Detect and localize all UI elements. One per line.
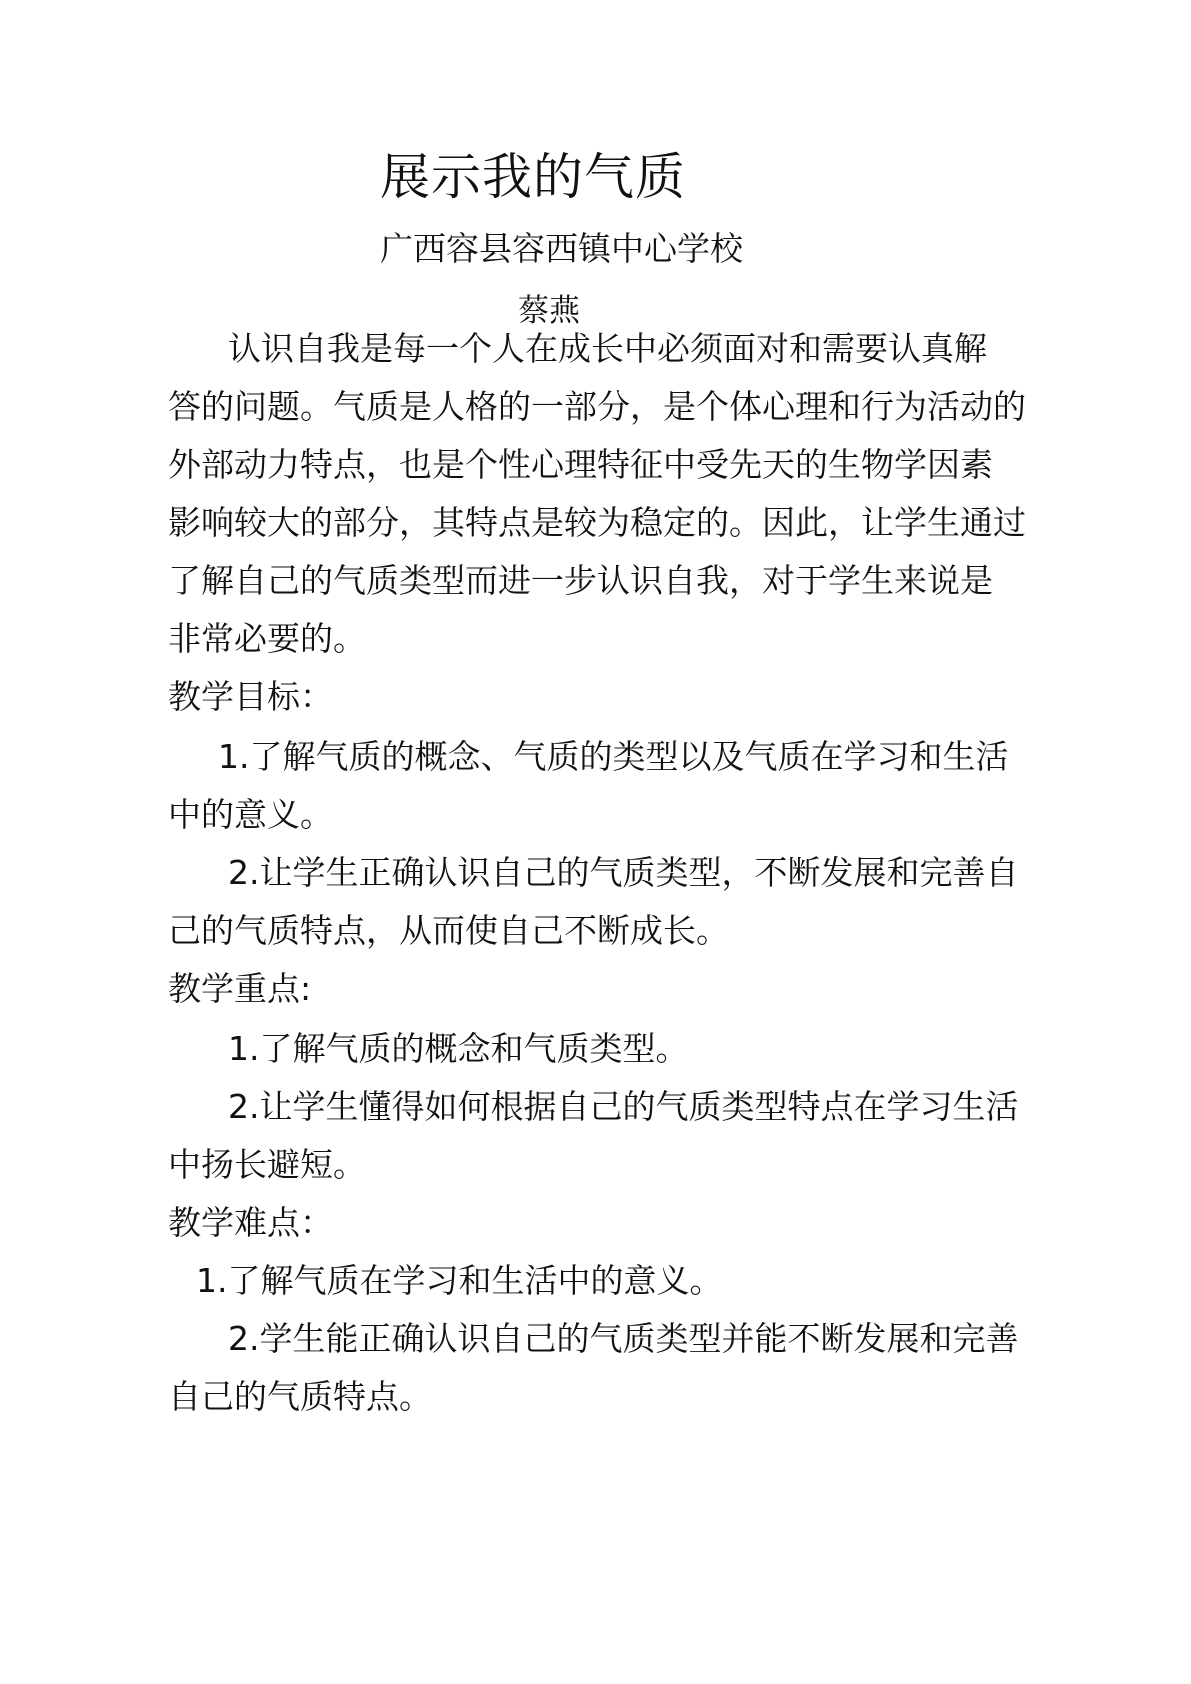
- intro-line: 影响较大的部分，其特点是较为稳定的。因此，让学生通过: [168, 503, 1026, 542]
- key-points-heading: 教学重点:: [168, 969, 312, 1008]
- intro-line: 了解自己的气质类型而进一步认识自我，对于学生来说是: [168, 561, 993, 600]
- goal-item-2: 2.让学生正确认识自己的气质类型，不断发展和完善自: [228, 853, 1019, 892]
- intro-line: 非常必要的。: [168, 619, 366, 658]
- difficulty-item-1: 1.了解气质在学习和生活中的意义。: [196, 1261, 723, 1300]
- goal-item-2-cont: 己的气质特点，从而使自己不断成长。: [168, 911, 729, 950]
- difficulty-item-2: 2.学生能正确认识自己的气质类型并能不断发展和完善: [228, 1319, 1019, 1358]
- goals-heading: 教学目标：: [168, 677, 333, 716]
- key-point-item-2-cont: 中扬长避短。: [168, 1145, 366, 1184]
- intro-line: 答的问题。气质是人格的一部分，是个体心理和行为活动的: [168, 387, 1026, 426]
- intro-line: 认识自我是每一个人在成长中必须面对和需要认真解: [228, 329, 987, 368]
- intro-line: 外部动力特点，也是个性心理特征中受先天的生物学因素: [168, 445, 993, 484]
- key-point-item-2: 2.让学生懂得如何根据自己的气质类型特点在学习生活: [228, 1087, 1019, 1126]
- goal-item-1: 1.了解气质的概念、气质的类型以及气质在学习和生活: [218, 737, 1009, 776]
- author-name: 蔡燕: [518, 293, 580, 329]
- school-name: 广西容县容西镇中心学校: [380, 229, 743, 268]
- document-title: 展示我的气质: [380, 148, 686, 206]
- goal-item-1-cont: 中的意义。: [168, 795, 333, 834]
- difficulty-item-2-cont: 自己的气质特点。: [168, 1377, 432, 1416]
- difficulties-heading: 教学难点：: [168, 1203, 333, 1242]
- key-point-item-1: 1.了解气质的概念和气质类型。: [228, 1029, 689, 1068]
